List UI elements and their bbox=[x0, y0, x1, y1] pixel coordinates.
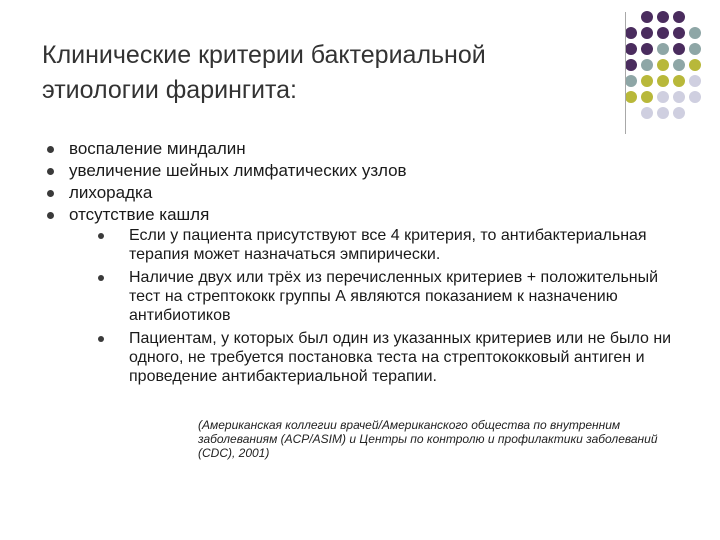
note-item bbox=[98, 329, 689, 386]
dot bbox=[625, 75, 637, 87]
dot bbox=[673, 91, 685, 103]
dot bbox=[657, 27, 669, 39]
criteria-text: увеличение шейных лимфатических узлов bbox=[69, 161, 407, 180]
slide-title: Клинические критерии бактериальной этиологии фарингита: bbox=[42, 41, 486, 104]
dot bbox=[625, 59, 637, 71]
dot bbox=[673, 75, 685, 87]
dot bbox=[689, 27, 701, 39]
note-item bbox=[98, 268, 689, 325]
dot bbox=[657, 91, 669, 103]
criteria-item bbox=[47, 182, 667, 204]
bullet-icon bbox=[47, 190, 54, 197]
criteria-item bbox=[47, 204, 672, 386]
note-text: Наличие двух или трёх из перечисленных критериев + положительный тест на стрептококк группы А являются показанием к назначению антибиотиков bbox=[129, 269, 659, 324]
note-text: Пациентам, у которых был один из указанных критериев или не было ни одного, не требуется постановка теста на стрептококковый антиген и проведение антибактериальной терапии. bbox=[129, 330, 672, 385]
dot bbox=[641, 59, 653, 71]
bullet-icon bbox=[98, 336, 104, 342]
bullet-icon bbox=[47, 212, 54, 219]
dot bbox=[641, 43, 653, 55]
note-item bbox=[98, 226, 689, 264]
dot bbox=[689, 43, 701, 55]
dot bbox=[641, 91, 653, 103]
dot bbox=[641, 75, 653, 87]
dot bbox=[673, 43, 685, 55]
dot bbox=[657, 11, 669, 23]
dot bbox=[641, 107, 653, 119]
bullet-icon bbox=[47, 146, 54, 153]
criteria-text: воспаление миндалин bbox=[69, 139, 246, 158]
dot bbox=[657, 107, 669, 119]
criteria-item bbox=[47, 160, 667, 182]
criteria-text: отсутствие кашля bbox=[69, 205, 210, 224]
dot bbox=[625, 91, 637, 103]
vertical-divider bbox=[625, 12, 626, 134]
dot bbox=[641, 11, 653, 23]
dot bbox=[689, 75, 701, 87]
dot bbox=[625, 43, 637, 55]
dot bbox=[673, 107, 685, 119]
dot bbox=[657, 59, 669, 71]
dot bbox=[689, 91, 701, 103]
dot bbox=[657, 43, 669, 55]
citation-text: (Американская коллегии врачей/Американского общества по внутренним заболеваниям (ACP/ASIM) и Центры по контролю и профилактики заболеваний (CDC), 2001) bbox=[198, 418, 658, 460]
bullet-icon bbox=[98, 233, 104, 239]
dot bbox=[673, 27, 685, 39]
notes-list bbox=[69, 226, 672, 386]
criteria-list bbox=[47, 138, 672, 390]
dot bbox=[625, 27, 637, 39]
dot bbox=[673, 59, 685, 71]
dot bbox=[641, 27, 653, 39]
dot bbox=[673, 11, 685, 23]
criteria-text: лихорадка bbox=[69, 183, 153, 202]
note-text: Если у пациента присутствуют все 4 критерия, то антибактериальная терапия может назначаться эмпирически. bbox=[129, 227, 647, 263]
criteria-item bbox=[47, 138, 667, 160]
bullet-icon bbox=[98, 275, 104, 281]
dot bbox=[657, 75, 669, 87]
bullet-icon bbox=[47, 168, 54, 175]
dot bbox=[689, 59, 701, 71]
